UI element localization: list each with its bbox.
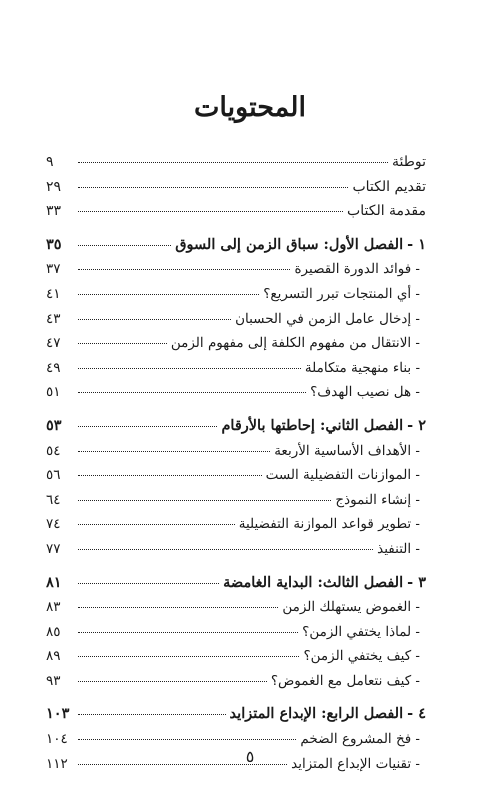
- section-page: ٥٦: [46, 467, 61, 484]
- dot-leader: [78, 343, 167, 344]
- section-label: - كيف نتعامل مع الغموض؟: [270, 672, 420, 689]
- dot-leader: [78, 475, 262, 476]
- toc-section[interactable]: [46, 463, 426, 488]
- chapter-page: ١٠٣: [46, 705, 70, 723]
- section-page: ٣٧: [46, 261, 61, 278]
- toc-section[interactable]: [46, 595, 426, 620]
- section-label: - الغموض يستهلك الزمن: [282, 599, 420, 616]
- section-label: - إنشاء النموذج: [335, 491, 420, 508]
- dot-leader: [78, 500, 331, 501]
- entry-label: مقدمة الكتاب: [347, 203, 426, 220]
- section-page: ٤٣: [46, 310, 61, 327]
- toc-section[interactable]: [46, 257, 426, 282]
- section-page: ١١٢: [46, 755, 68, 772]
- section-label: - كيف يختفي الزمن؟: [303, 648, 420, 665]
- chapter-title: الفصل الثالث: البداية الغامضة: [223, 573, 404, 591]
- toc-section[interactable]: [46, 307, 426, 332]
- page-title: المحتويات: [193, 92, 307, 123]
- dot-leader: [78, 368, 301, 369]
- toc-section[interactable]: [46, 537, 426, 562]
- dot-leader: [78, 392, 306, 393]
- section-page: ٨٥: [46, 623, 61, 640]
- entry-page: ٢٩: [46, 178, 62, 195]
- toc-chapter-3[interactable]: [46, 571, 426, 596]
- table-of-contents: [46, 150, 426, 776]
- section-label: - فوائد الدورة القصيرة: [294, 261, 420, 278]
- chapter-number: ٤ -: [407, 705, 426, 723]
- section-page: ٤٧: [46, 335, 61, 352]
- toc-section[interactable]: [46, 620, 426, 645]
- dot-leader: [78, 607, 278, 608]
- chapter-title: الفصل الثاني: إحاطتها بالأرقام: [221, 416, 404, 434]
- chapter-number: ١ -: [407, 235, 426, 253]
- dot-leader: [78, 319, 231, 320]
- section-label: - هل نصيب الهدف؟: [310, 384, 420, 401]
- toc-entry-foreword[interactable]: [46, 150, 426, 175]
- section-label: - فخ المشروع الضخم: [300, 731, 420, 748]
- dot-leader: [78, 681, 267, 682]
- toc-entry-book-presentation[interactable]: [46, 175, 426, 200]
- dot-leader: [78, 632, 298, 633]
- chapter-title: الفصل الرابع: الإبداع المتزايد: [229, 705, 404, 723]
- dot-leader: [78, 739, 296, 740]
- section-label: - الموازنات التفضيلية الست: [265, 467, 420, 484]
- section-label: - تطوير قواعد الموازنة التفضيلية: [238, 516, 420, 533]
- dot-leader: [78, 187, 348, 188]
- section-page: ٩٣: [46, 672, 61, 689]
- section-gap: [46, 224, 426, 233]
- section-label: - إدخال عامل الزمن في الحسبان: [235, 310, 420, 327]
- dot-leader: [78, 714, 226, 715]
- dot-leader: [78, 426, 217, 427]
- toc-section[interactable]: [46, 669, 426, 694]
- chapter-page: ٥٣: [46, 416, 62, 434]
- entry-page: ٩: [46, 154, 54, 170]
- toc-chapter-4[interactable]: [46, 702, 426, 727]
- toc-section[interactable]: [46, 439, 426, 464]
- dot-leader: [78, 451, 270, 452]
- chapter-page: ٨١: [46, 573, 62, 591]
- entry-label: توطئة: [391, 154, 426, 170]
- toc-chapter-1[interactable]: [46, 233, 426, 258]
- chapter-number: ٣ -: [407, 573, 426, 591]
- section-gap: [46, 693, 426, 702]
- section-page: ٨٩: [46, 648, 61, 665]
- dot-leader: [78, 583, 219, 584]
- dot-leader: [78, 549, 373, 550]
- section-label: - تقنيات الإبداع المتزايد: [291, 755, 420, 772]
- dot-leader: [78, 269, 290, 270]
- toc-section[interactable]: [46, 512, 426, 537]
- section-gap: [46, 562, 426, 571]
- entry-page: ٣٣: [46, 203, 62, 220]
- dot-leader: [78, 294, 259, 295]
- chapter-title: الفصل الأول: سباق الزمن إلى السوق: [175, 235, 404, 253]
- dot-leader: [78, 162, 388, 163]
- section-label: - بناء منهجية متكاملة: [304, 359, 420, 376]
- section-label: - التنفيذ: [377, 540, 420, 557]
- section-page: ١٠٤: [46, 731, 68, 748]
- toc-section[interactable]: [46, 282, 426, 307]
- section-page: ٨٣: [46, 599, 61, 616]
- section-gap: [46, 405, 426, 414]
- section-page: ٦٤: [46, 491, 61, 508]
- chapter-number: ٢ -: [407, 416, 426, 434]
- chapter-page: ٣٥: [46, 235, 62, 253]
- dot-leader: [78, 211, 343, 212]
- toc-section[interactable]: [46, 644, 426, 669]
- section-label: - الأهداف الأساسية الأربعة: [274, 442, 420, 459]
- toc-entry-book-introduction[interactable]: [46, 199, 426, 224]
- section-page: ٥١: [46, 384, 61, 401]
- section-label: - أي المنتجات تبرر التسريع؟: [263, 285, 420, 302]
- toc-section[interactable]: [46, 380, 426, 405]
- page-number: ٥: [245, 747, 255, 766]
- entry-label: تقديم الكتاب: [352, 178, 426, 195]
- toc-section[interactable]: [46, 488, 426, 513]
- section-page: ٤١: [46, 285, 61, 302]
- toc-section[interactable]: [46, 331, 426, 356]
- section-page: ٧٧: [46, 540, 61, 557]
- section-label: - الانتقال من مفهوم الكلفة إلى مفهوم الزمن: [170, 335, 420, 352]
- section-page: ٥٤: [46, 442, 61, 459]
- dot-leader: [78, 524, 235, 525]
- dot-leader: [78, 656, 299, 657]
- section-label: - لماذا يختفي الزمن؟: [302, 623, 420, 640]
- section-page: ٧٤: [46, 516, 61, 533]
- toc-chapter-2[interactable]: [46, 414, 426, 439]
- section-page: ٤٩: [46, 359, 61, 376]
- dot-leader: [78, 245, 171, 246]
- toc-section[interactable]: [46, 356, 426, 381]
